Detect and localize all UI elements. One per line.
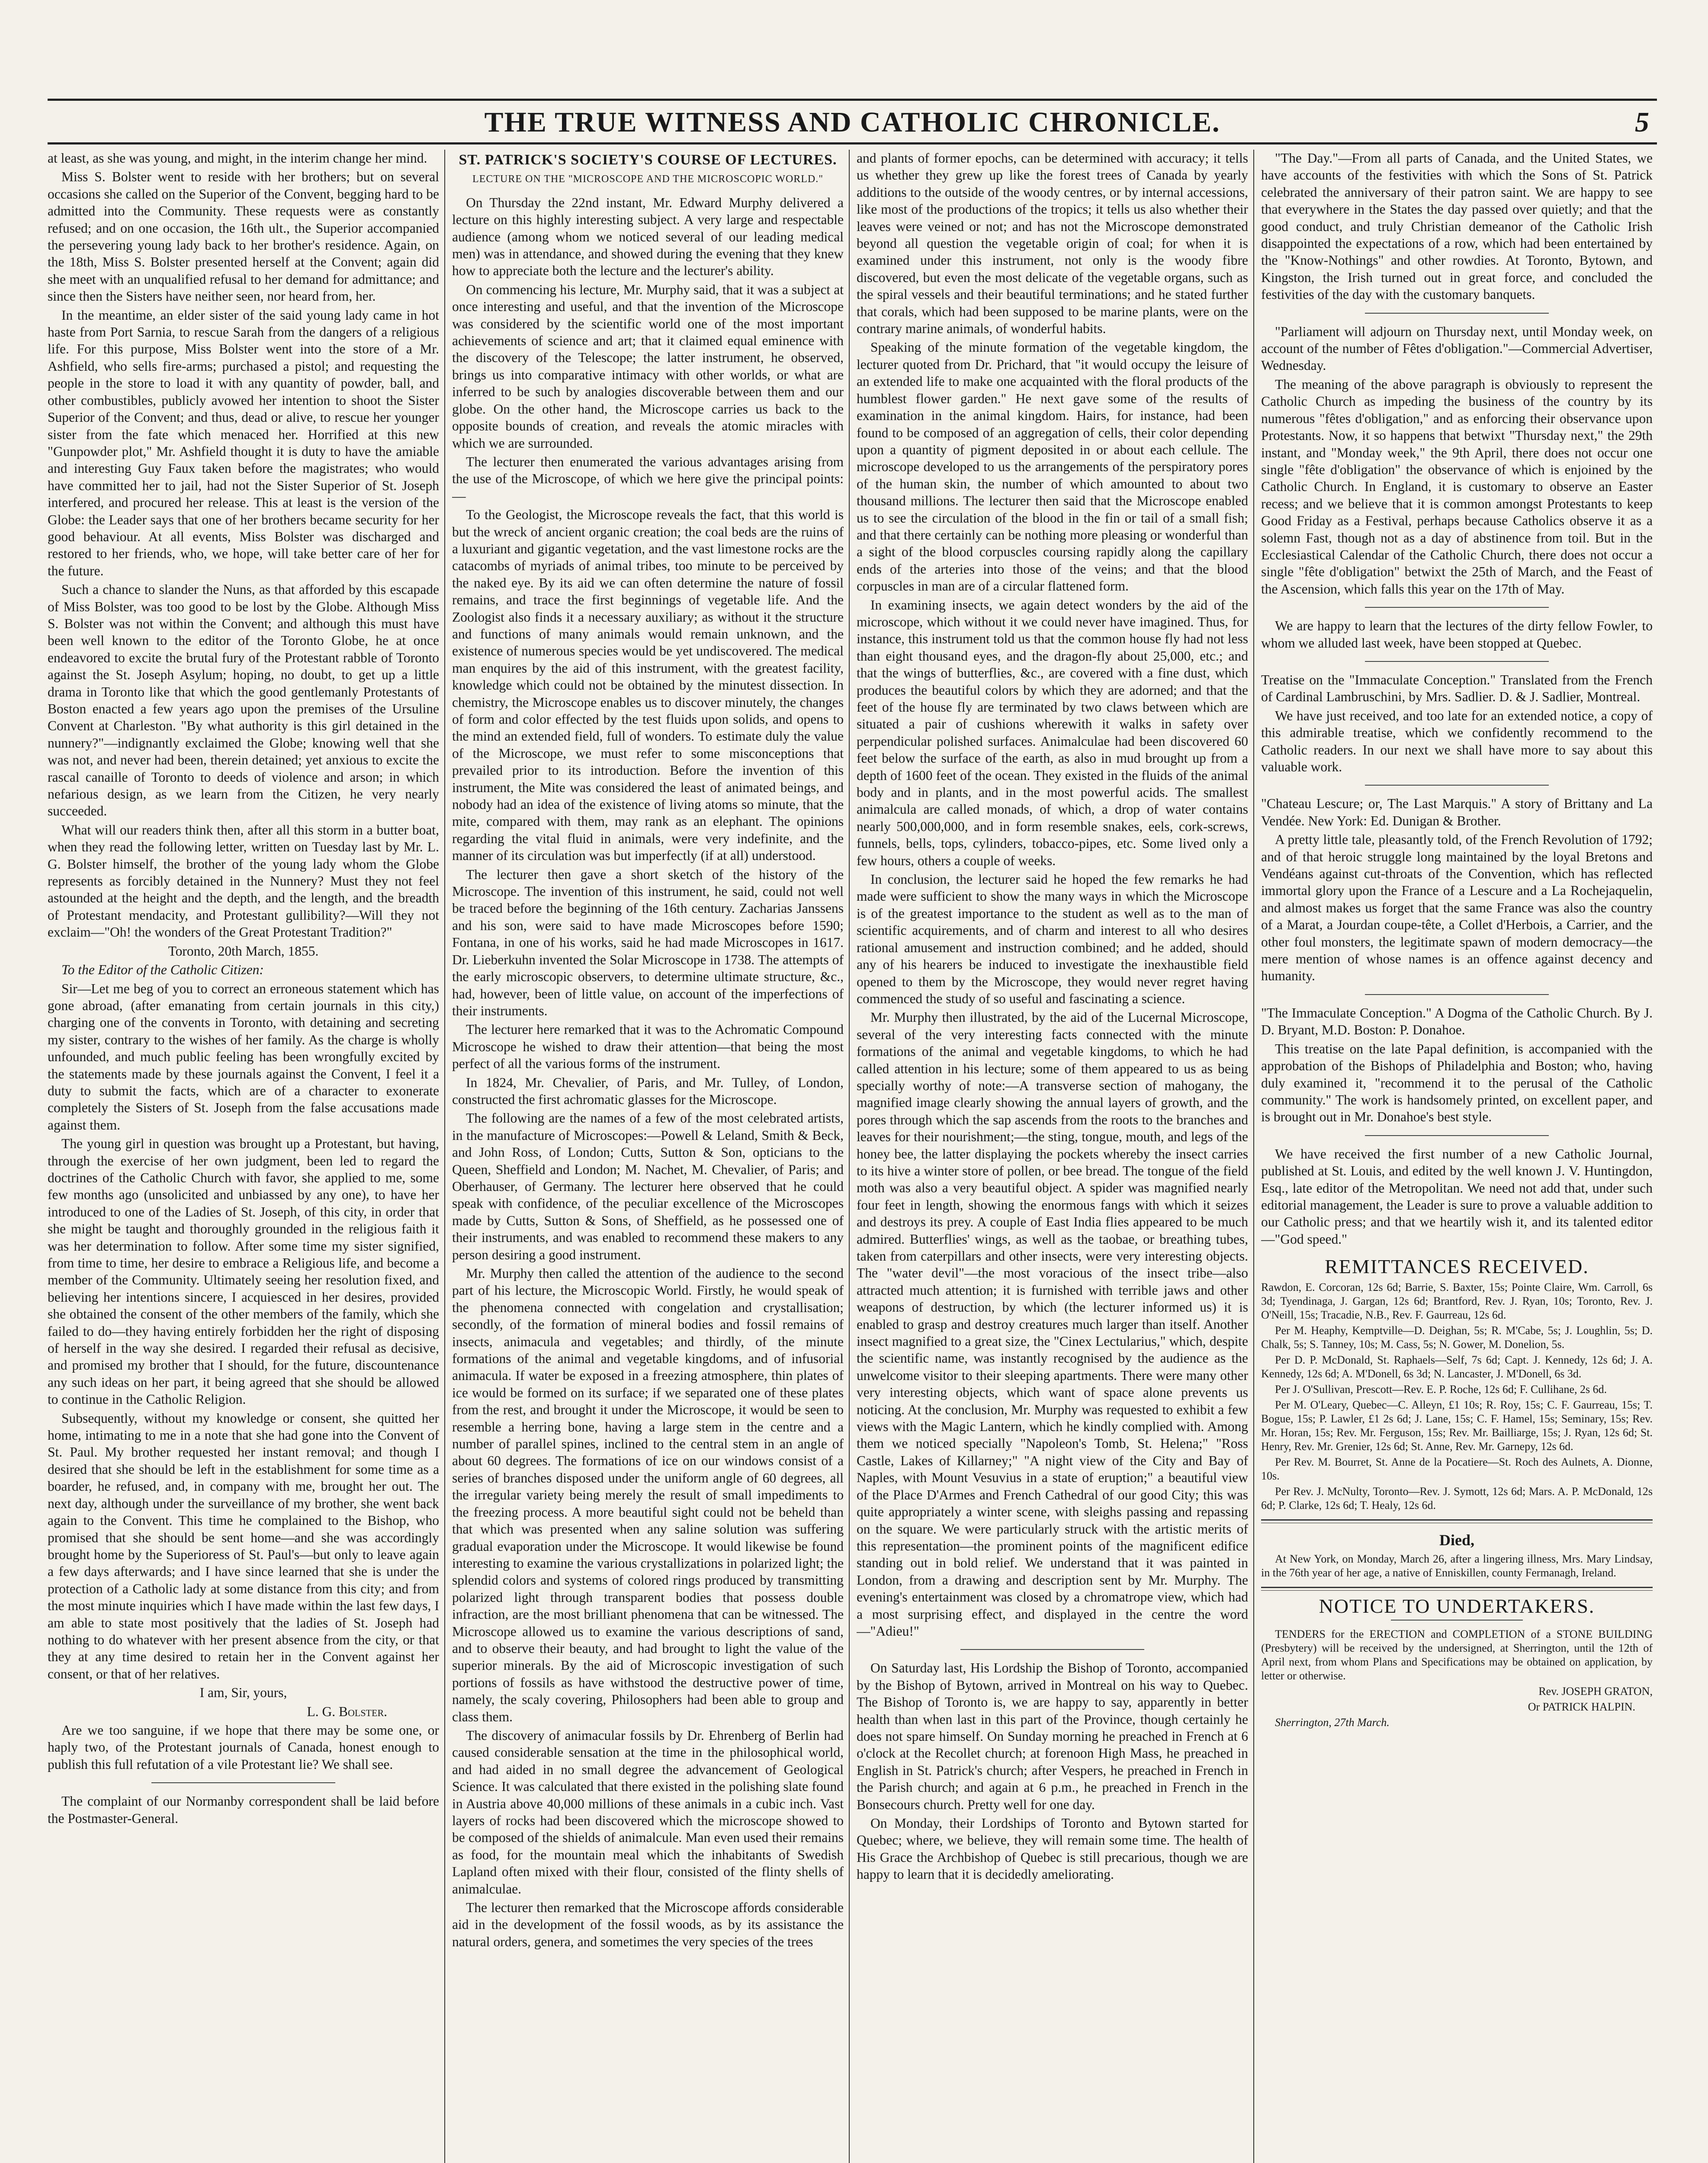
paragraph: at least, as she was young, and might, in the interim change her mind.: [48, 151, 427, 166]
column-2: [452, 150, 844, 2163]
masthead: [48, 99, 1657, 144]
article-heading: ST. PATRICK'S SOCIETY'S COURSE OF LECTURES.: [459, 152, 837, 168]
separator: [1365, 313, 1549, 314]
paragraph: Subsequently, without my knowledge or consent, she quitted her home, intimating to me in a note that she had gone into the Convent of St. Paul. My brother requested her instant removal; and though I desired that she should be left in the establishment for some time as a boarder, he refused, and, in company with me, brought her out. The next day, although under the surveillance of my brother, she went back again to the Convent. This time he complained to the Bishop, who promised that she should be sent home—and she was accordingly brought home by the Superioress of St. Paul's—but only to leave again a few days afterwards; and I have since learned that she is under the protection of a Catholic lady at some distance from this city; and from the most minute inquiries which I have made within the last few days, I am able to state most positively that the ladies of St. Joseph had nothing to do whatever with her present absence from the city, or that they at any time desired to retain her in the Convent against her consent, or that of her relatives.: [48, 1410, 439, 1682]
notice-body: TENDERS for the ERECTION and COMPLETION of a STONE BUILDING (Presbytery) will be received by the undersigned, at Sherrington, until the 12th of April next, from whom Plans and Specifications may be obtained on application, by letter or otherwise.: [1261, 1628, 1653, 1682]
remittance-entry: Per Rev. J. McNulty, Toronto—Rev. J. Symott, 12s 6d; Mars. A. P. McDonald, 12s 6d; P. Clarke, 12s 6d; T. Healy, 12s 6d.: [1261, 1485, 1653, 1512]
separator: [1365, 994, 1549, 995]
remittance-entry: Per J. O'Sullivan, Prescott—Rev. E. P. Roche, 12s 6d; F. Cullihane, 2s 6d.: [1275, 1383, 1607, 1396]
paragraph: The lecturer then enumerated the various advantages arising from the use of the Microscope, of which we here give the principal points:—: [452, 454, 844, 504]
column-divider: [444, 150, 445, 2163]
remittance-entry: Per Rev. M. Bourret, St. Anne de la Pocatiere—St. Roch des Aulnets, A. Dionne, 10s.: [1261, 1455, 1653, 1482]
paragraph: Mr. Murphy then illustrated, by the aid of the Lucernal Microscope, several of the very interesting facts connected with the minute formations of the animal and vegetable kingdoms, to which he had called attention in his lecture; some of them appeared to us as being specially worthy of note:—A transverse section of mahogany, the magnified image clearly showing the annual layers of growth, and the pores through which the sap ascends from the roots to the branches and leaves for their nourishment;—the sting, tongue, mouth, and legs of the honey bee, the latter displaying the pockets whereby the insect carries to its hive a winter store of pollen, or bee bread. The tongue of the field moth was also a very beautiful object. A spider was magnified nearly four feet in length, showing the enormous fangs with which it seizes and destroys its prey. A couple of East India flies appeared to be much admired. Butterflies' wings, as well as the taobae, or breathing tubes, taken from caterpillars and other insects, were very interesting objects. The "water devil"—the most voracious of the insect tribe—also attracted much attention; it is furnished with terrible jaws and other weapons of destruction, by which (the lecturer informed us) it is enabled to grasp and destroy creatures much larger than itself. Another insect magnified to a great size, the "Cinex Lectularius," which, despite the scientific name, was instantly recognised by the audience as the unwelcome visitor to their sleeping apartments. There were many other very interesting objects, which want of space alone prevents us noticing. At the conclusion, Mr. Murphy was requested to exhibit a few views with the Magic Lantern, which he kindly complied with. Among them we noticed specially "Napoleon's Tomb, St. Helena;" "Ross Castle, Lakes of Killarney;" "A night view of the City and Bay of Naples, with Mount Vesuvius in a state of eruption;" a beautiful view of the Place D'Armes and French Cathedral of our good City; this was quite appropriately a winter scene, with sleighs passing and repassing on the square. We were particularly struck with the artistic merits of this representation—the prominent points of the magnificent edifice standing out in bold relief. We understand that it was painted in London, from a drawing and description sent by Mr. Murphy. The evening's entertainment was closed by a chromatrope view, which had a most surprising effect, and displayed in the centre the word—"Adieu!": [857, 1010, 1248, 1639]
paragraph: The lecturer then remarked that the Microscope affords considerable aid in the development of the fossil woods, as by its assistance the natural orders, genera, and sometimes the very species of the trees: [452, 1900, 844, 1949]
paragraph: The lecturer then gave a short sketch of the history of the Microscope. The invention of this instrument, he said, could not well be traced before the beginning of the 16th century. Zacharias Janssens and his son, were said to have made Microscopes before 1590; Fontana, in one of his works, said he had made Microscopes in 1617. Dr. Lieberkuhn invented the Solar Microscope in 1738. The attempts of the early microscopic observers, to determine ultimate structure, &c., had, however, been of little value, on account of the imperfections of their instruments.: [452, 866, 844, 1018]
book-notice-title: "The Immaculate Conception." A Dogma of the Catholic Church. By J. D. Bryant, M.D. Boston: P. Donahoe.: [1261, 1005, 1653, 1038]
paragraph: Mr. Murphy then called the attention of the audience to the second part of his lecture, the Microscopic World. Firstly, he would speak of the phenomena connected with congelation and crystallisation; secondly, of the formation of mineral bodies and fossil remains of insects, animacula and vegetables; and thirdly, of the minute formations of the animal and vegetable kingdoms, and of infusorial animacula. If water be exposed in a freezing atmosphere, thin plates of ice would be formed on its surface; if we separated one of these plates from the rest, and brought it under the Microscope, it would be seen to resemble a herring bone, having a large stem in the centre and a number of parallel spines, inclined to the central stem in an angle of about 60 degrees. The formations of ice on our windows consist of a series of branches disposed under the uniform angle of 60 degrees, all the irregular variety being merely the result of small impediments to the freezing process. A more beautiful sight could not be beheld than that which was presented when any saline solution was suffering gradual evaporation under the Microscope. It would likewise be found interesting to examine the various crystallizations in polarized light; the splendid colors and systems of colored rings produced by transmitting polarized light through transparent bodies that possess double infraction, are the most brilliant phenomena that can be witnessed. The Microscope allowed us to examine the various descriptions of sand, and to observe their beauty, and had brought to light the value of the superior minerals. By the aid of Microscopic investigation of such portions of fossils as have withstood the destructive power of time, namely, the scaly covering, Philosophers had been able to group and class them.: [452, 1266, 844, 1724]
paragraph: The discovery of animacular fossils by Dr. Ehrenberg of Berlin had caused considerable sensation at the time in the philosophical world, and had aided in no small degree the advancement of Geological Science. It was calculated that there existed in the polishing slate found in Austria above 40,000 millions of these animals in a cubic inch. Vast layers of rocks had been discovered which the microscope showed to be composed of the shields of animalcule. Man even used their remains as food, for the mountain meal which the inhabitants of Swedish Lapland often mixed with their flour, consisted of the flinty shells of animalculae.: [452, 1727, 844, 1897]
column-3: [857, 150, 1248, 2163]
letter-dateline: Toronto, 20th March, 1855.: [168, 943, 319, 959]
paragraph: Are we too sanguine, if we hope that there may be some one, or haply two, of the Protestant journals of Canada, honest enough to publish this full refutation of a vile Protestant lie? We shall see.: [48, 1722, 439, 1772]
paragraph: The young girl in question was brought up a Protestant, but having, through the exercise of her own judgment, been led to regard the doctrines of the Catholic Church with favor, she applied to me, some few months ago (unsolicited and unbiassed by any one), to have her introduced to one of the Ladies of St. Joseph, of this city, in order that she might be taught and thoroughly grounded in the religious faith it was her determination to follow. After some time my sister signified, from time to time, her desire to embrace a Religious life, and become a member of the Community. Ultimately seeing her resolution fixed, and believing her intentions sincere, I acquiesced in her desires, provided she obtained the consent of the other members of the family, which she failed to do—they having entirely forbidden her the right of disposing of herself in the way she desired. I regarded their refusal as decisive, and promised my brother that I should, for the future, discountenance any such ideas on her part, it being agreed that she should be allowed to continue in the Catholic Religion.: [48, 1136, 439, 1407]
paragraph: Miss S. Bolster went to reside with her brothers; but on several occasions she called on the Superior of the Convent, begging hard to be admitted into the Community. These requests were as constantly refused; and on one occasion, the 16th ult., the Superior accompanied the persevering young lady back to her brother's residence. Again, on the 18th, Miss S. Bolster presented herself at the Convent; again did she meet with an unqualified refusal to her demand for admittance; and since then the Sisters have neither seen, nor heard from, her.: [48, 169, 439, 304]
paragraph: On Monday, their Lordships of Toronto and Bytown started for Quebec; where, we believe, they will remain some time. The health of His Grace the Archbishop of Quebec is still precarious, though we are happy to learn that it is decidedly ameliorating.: [857, 1816, 1248, 1882]
paragraph: A pretty little tale, pleasantly told, of the French Revolution of 1792; and of that heroic struggle long maintained by the loyal Bretons and Vendéans against cut-throats of the Convention, which has reflected immortal glory upon the France of a Lescure and a La Rochejaquelin, and almost makes us forget that the same France was also the country of a Marat, a Jourdan coupe-tête, a Collet d'Herbois, a Carrier, and the other foul monsters, the legitimate spawn of modern democracy—the mere mention of whose names is an offence against decency and humanity.: [1261, 832, 1653, 984]
separator: [1391, 1620, 1523, 1621]
notice-signature: Or PATRICK HALPIN.: [1528, 1701, 1635, 1714]
paragraph: This treatise on the late Papal definition, is accompanied with the approbation of the Bishops of Philadelphia and Boston; who, having duly examined it, "recommend it to the perusal of the Catholic community." The work is handsomely printed, on excellent paper, and is brought out in Mr. Donahoe's best style.: [1261, 1041, 1653, 1125]
paragraph: In the meantime, an elder sister of the said young lady came in hot haste from Port Sarnia, to rescue Sarah from the dangers of a religious life. For this purpose, Miss Bolster went into the store of a Mr. Ashfield, who sells fire-arms; purchased a pistol; and requesting the people in the store to load it with any quantity of powder, ball, and other combustibles, publicly avowed her intention to shoot the Sister Superior of the Convent; and thus, dead or alive, to rescue her younger sister from the fate which menaced her. Horrified at this new "Gunpowder plot," Mr. Ashfield thought it is duty to have the amiable and interesting Guy Faux taken before the magistrates; who would have committed her to jail, had not the Sister Superior of St. Joseph interfered, and procured her release. This at least is the version of the Globe: the Leader says that one of her brothers became security for her good behaviour. At all events, Miss Bolster was discharged and restored to her friends, who, we hope, will take better care of her for the future.: [48, 307, 439, 578]
notice-heading: NOTICE TO UNDERTAKERS.: [1319, 1595, 1595, 1617]
letter-signature: L. G. Bolster.: [307, 1704, 387, 1719]
masthead-title: THE TRUE WITNESS AND CATHOLIC CHRONICLE.: [484, 106, 1220, 138]
book-notice-title: Treatise on the "Immaculate Conception." Translated from the French of Cardinal Lambruschini, by Mrs. Sadlier. D. & J. Sadlier, Montreal.: [1261, 672, 1653, 705]
rule: [1261, 1587, 1653, 1591]
column-4: [1261, 150, 1653, 2163]
paragraph: Speaking of the minute formation of the vegetable kingdom, the lecturer quoted from Dr. Prichard, that "it would occupy the leisure of an extended life to make one acquainted with the floral products of the humblest flower garden." He next gave some of the results of examination in the animal kingdom. Hairs, for instance, had been found to be composed of an aggregation of cells, their color depending upon a quantity of pigment deposited in or about each cellule. The microscope developed to us the arrangements of the perspiratory pores of the human skin, the number of which amounted to about two thousand millions. The lecturer then said that the Microscope enabled us to see the circulation of the blood in the fin or tail of a small fish; and that there certainly can be nothing more pleasing or wonderful than a sight of the blood corpuscles coursing rapidly along the capillary ends of the arteries into those of the veins; and that the blood corpuscles in man are of a circular flattened form.: [857, 340, 1248, 594]
paragraph: The lecturer here remarked that it was to the Achromatic Compound Microscope he wished to draw their attention—that being the most perfect of all the various forms of the instrument.: [452, 1022, 844, 1072]
rule: [1261, 1519, 1653, 1523]
notice-signature: Rev. JOSEPH GRATON,: [1538, 1685, 1653, 1698]
separator: [960, 1649, 1144, 1650]
remittance-entry: Per D. P. McDonald, St. Raphaels—Self, 7s 6d; Capt. J. Kennedy, 12s 6d; J. A. Kennedy, 12s 6d; A. M'Donell, 6s 3d; N. Lancaster, J. M'Donell, 6s 3d.: [1261, 1353, 1653, 1380]
separator: [1365, 661, 1549, 662]
paragraph: "The Day."—From all parts of Canada, and the United States, we have accounts of the festivities with which the Sons of St. Patrick celebrated the anniversary of their patron saint. We are happy to see that everywhere in the States the day passed over quietly; and that the good conduct, and truly Christian demeanor of the Catholic Irish disappointed the expectations of a row, which had been entertained by the "Know-Nothings" and other rowdies. At Toronto, Bytown, and Kingston, the Irish turned out in great force, and concluded the festivities of the day with the customary banquets.: [1261, 151, 1653, 302]
paragraph: We are happy to learn that the lectures of the dirty fellow Fowler, to whom we alluded last week, have been stopped at Quebec.: [1261, 618, 1653, 651]
paragraph: "Parliament will adjourn on Thursday next, until Monday week, on account of the number of Fêtes d'obligation."—Commercial Advertiser, Wednesday.: [1261, 324, 1653, 373]
column-divider: [1253, 150, 1254, 2163]
paragraph: On Thursday the 22nd instant, Mr. Edward Murphy delivered a lecture on this highly interesting subject. A very large and respectable audience (among whom we noticed several of our leading medical men) was in attendance, and showed during the evening that they knew how to appreciate both the lecture and the lecturer's ability.: [452, 195, 844, 279]
separator: [1365, 607, 1549, 608]
separator: [1365, 1135, 1549, 1136]
death-notice: At New York, on Monday, March 26, after a lingering illness, Mrs. Mary Lindsay, in the 76th year of her age, a native of Enniskillen, county Fermanagh, Ireland.: [1261, 1552, 1653, 1579]
letter-closing: I am, Sir, yours,: [199, 1685, 287, 1701]
paragraph: The complaint of our Normanby correspondent shall be laid before the Postmaster-General.: [48, 1794, 439, 1826]
remittances-heading: REMITTANCES RECEIVED.: [1325, 1255, 1589, 1278]
notice-place: Sherrington, 27th March.: [1275, 1716, 1390, 1729]
paragraph: On commencing his lecture, Mr. Murphy said, that it was a subject at once interesting and useful, and that the invention of the Microscope was considered by the scientific world one of the most important achievements of science and art; that it claimed equal eminence with the discovery of the Telescope; the latter instrument, he observed, brings us into comparative intimacy with other worlds, or what are inferred to be such by analogies discoverable between them and our globe. On the other hand, the Microscope carries us back to the opposite bounds of creation, and reveals the atomic miracles with which we are surrounded.: [452, 282, 844, 451]
column-divider: [849, 150, 850, 2163]
page-number: 5: [1635, 106, 1649, 138]
book-notice-title: "Chateau Lescure; or, The Last Marquis." A story of Brittany and La Vendée. New York: Ed. Dunigan & Brother.: [1261, 796, 1653, 828]
paragraph: The following are the names of a few of the most celebrated artists, in the manufacture of Microscopes:—Powell & Leland, Smith & Beck, and John Ross, of London; Cutts, Sutton & Son, opticians to the Queen, Sheffield and London; M. Nachet, M. Chevalier, of Paris; and Oberhauser, of Germany. The lecturer here observed that he could speak with confidence, of the peculiar excellence of the Microscopes made by Cutts, Sutton & Sons, of Sheffield, as he possessed one of their instruments, and was enabled to recommend these makers to any person desiring a good instrument.: [452, 1110, 844, 1262]
remittance-entry: Per M. O'Leary, Quebec—C. Alleyn, £1 10s; R. Roy, 15s; C. F. Gaurreau, 15s; T. Bogue, 15s; P. Lawler, £1 2s 6d; J. Lane, 15s; C. F. Hamel, 15s; Seminary, 15s; Rev. Mr. Horan, 15s; Rev. Mr. Ferguson, 15s; Rev. Mr. Bailliarge, 15s; J. Ryan, 12s 6d; St. Henry, Rev. Mr. Grenier, 12s 6d; St. Anne, Rev. Mr. Garnepy, 12s 6d.: [1261, 1398, 1653, 1453]
paragraph: What will our readers think then, after all this storm in a butter boat, when they read the following letter, written on Tuesday last by Mr. L. G. Bolster himself, the brother of the young lady whom the Globe represents as forcibly detained in the Nunnery? Must they not feel astounded at the height and the depth, and the length, and the breadth of Protestant mendacity, and Protestant gullibility?—Will they not exclaim—"Oh! the wonders of the Great Protestant Tradition?": [48, 822, 439, 940]
column-1: [48, 150, 439, 2163]
paragraph: Such a chance to slander the Nuns, as that afforded by this escapade of Miss Bolster, was too good to be lost by the Globe. Although Miss S. Bolster was not within the Convent; and although this must have been well known to the editor of the Toronto Globe, he at once endeavored to excite the brutal fury of the Protestant rabble of Toronto against the St. Joseph Asylum; hoping, no doubt, to get up a little drama in Toronto like that which the good gentlemanly Protestants of Boston enacted a few years ago upon the premises of the Ursuline Convent at Charleston. "By what authority is this girl detained in the nunnery?"—indignantly exclaimed the Globe; knowing well that she was not, and never had been, therein detained; yet anxious to excite the rascal canaille of Toronto to deeds of violence and arson; in which nefarious design, as we learn from the Citizen, he very nearly succeeded.: [48, 582, 439, 819]
paragraph: Sir—Let me beg of you to correct an erroneous statement which has gone abroad, (after emanating from certain journals in this city,) charging one of the convents in Toronto, with detaining and secreting my sister, contrary to the wishes of her family. As the charge is wholly unfounded, and much public feeling has been wrongfully excited by the statements made by these journals against the Convent, I feel it a duty to submit the facts, which are of a character to exonerate completely the Sisters of St. Joseph from the false accusations made against them.: [48, 981, 439, 1133]
paragraph: We have received the first number of a new Catholic Journal, published at St. Louis, and edited by the well known J. V. Huntingdon, Esq., late editor of the Metropolitan. We need not add that, under such editorial management, the Leader is sure to prove a valuable addition to our Catholic press; and that we heartily wish it, and its talented editor—"God speed.": [1261, 1146, 1653, 1247]
article-subheading: LECTURE ON THE "MICROSCOPE AND THE MICROSCOPIC WORLD.": [472, 173, 823, 185]
separator: [151, 1782, 335, 1783]
paragraph: and plants of former epochs, can be determined with accuracy; it tells us whether they grew up like the forest trees of Canada by yearly additions to the outside of the woody centres, or by internal accessions, like most of the productions of the tropics; it tells us also whether their leaves were veined or not; and has not the Microscope demonstrated beyond all question the vegetable origin of coal; for when it is examined under this instrument, not only is the woody fibre discovered, but even the most delicate of the vegetable organs, such as the spiral vessels and their beautiful terminations; and he stated further that corals, which had been supposed to be marine plants, were on the contrary marine animals, of wonderful habits.: [857, 151, 1248, 337]
remittance-entry: Rawdon, E. Corcoran, 12s 6d; Barrie, S. Baxter, 15s; Pointe Claire, Wm. Carroll, 6s 3d; Tyendinaga, J. Gargan, 12s 6d; Brantford, Rev. J. Ryan, 10s; Toronto, Rev. J. O'Neill, 15s; Tracadie, N.B., Rev. F. Gaurreau, 12s 6d.: [1261, 1280, 1653, 1321]
paragraph: In 1824, Mr. Chevalier, of Paris, and Mr. Tulley, of London, constructed the first achromatic glasses for the Microscope.: [452, 1075, 844, 1107]
died-heading: Died,: [1439, 1531, 1474, 1549]
paragraph: The meaning of the above paragraph is obviously to represent the Catholic Church as impeding the business of the country by its numerous "fêtes d'obligation," and as enforcing their observance upon Protestants. Now, it so happens that betwixt "Thursday next," the 29th instant, and "Monday week," the 9th April, there does not occur one single "fête d'obligation" the observance of which is enjoined by the Catholic Church. In England, it is customary to observe an Easter recess; and we believe that it is common amongst Protestants to keep Good Friday as a Festival, perhaps because Catholics observe it as a solemn Fast, though not as a day of abstinence from toil. But in the Ecclesiastical Calendar of the Catholic Church, there does not occur a single "fête d'obligation" betwixt the 25th of March, and the Feast of the Ascension, which falls this year on the 17th of May.: [1261, 376, 1653, 597]
paragraph: On Saturday last, His Lordship the Bishop of Toronto, accompanied by the Bishop of Bytown, arrived in Montreal on his way to Quebec. The Bishop of Toronto is, we are happy to say, apparently in better health than when last in this part of the Province, though certainly he does not spare himself. On Sunday morning he preached in French at 6 o'clock at the Recollet church; at forenoon High Mass, he preached in English in St. Patrick's church; after Vespers, he preached in French in the Parish church; and again at 6 p.m., he preached in French in the Bonsecours church. Pretty well for one day.: [857, 1660, 1248, 1812]
paragraph: We have just received, and too late for an extended notice, a copy of this admirable treatise, which we confidently recommend to the Catholic readers. In our next we shall have more to say about this valuable work.: [1261, 708, 1653, 774]
paragraph: In examining insects, we again detect wonders by the aid of the microscope, which without it we could never have imagined. Thus, for instance, this instrument told us that the common house fly had not less than eight thousand eyes, and the dragon-fly about 25,000, etc.; and that the wings of butterflies, &c., are covered with a fine dust, which produces the beautiful colors by which they are adorned; and that the feet of the house fly are terminated by two claws between which are situated a pair of cushions wherewith it walks in safety over perpendicular polished surfaces. Animalculae had been discovered 60 feet below the surface of the earth, as also in mud brought up from a depth of 1600 feet of the ocean. They existed in the fluids of the animal body and in plants, and in the most powerful acids. The smallest animalcula are called monads, of which, a drop of water contains nearly 500,000,000, and in form resemble snakes, eels, cork-screws, funnels, bells, tops, cylinders, tobacco-pipes, etc. Some lived only a few hours, others a couple of weeks.: [857, 597, 1248, 868]
paragraph: To the Geologist, the Microscope reveals the fact, that this world is but the wreck of ancient organic creation; the coal beds are the ruins of a luxuriant and gigantic vegetation, and the vast limestone rocks are the catacombs of myriads of animal tribes, too minute to be perceived by the naked eye. By its aid we can often determine the nature of fossil remains, and trace the first beginnings of vegetable life. And the Zoologist also finds it a necessary auxiliary; as without it the structure and functions of many animals would remain unknown, and the existence of numerous species would be yet undiscovered. The medical man enquires by the aid of this instrument, with the greatest facility, knowledge which could not be obtained by the minutest dissection. In chemistry, the Microscope enables us to discover minutely, the changes of form and color effected by the test fluids upon solids, and opens to the mind an extended field, full of wonders. To estimate duly the value of the Microscope, we must refer to some misconceptions that prevailed prior to its introduction. Before the invention of this instrument, the Mite was considered the least of animated beings, and nobody had an idea of the existence of living atoms so minute, that the mite, compared with them, may rank as an elephant. The opinions regarding the vital fluid in animals, were very indefinite, and the manner of its circulation was but imperfectly (if at all) understood.: [452, 507, 844, 863]
separator: [1365, 785, 1549, 786]
paragraph: In conclusion, the lecturer said he hoped the few remarks he had made were sufficient to show the many ways in which the Microscope is of the greatest importance to the student as well as to the man of scientific acquirements, and of charm and interest to all who desires rational amusement and instruction combined; and he added, should any of his hearers be induced to investigate the inexhaustible field opened to them by the Microscope, they would never regret having commenced the study of so useful and fascinating a science.: [857, 872, 1248, 1006]
remittance-entry: Per M. Heaphy, Kemptville—D. Deighan, 5s; R. M'Cabe, 5s; J. Loughlin, 5s; D. Chalk, 5s; S. Tanney, 10s; M. Cass, 5s; N. Gower, M. Donelion, 5s.: [1261, 1324, 1653, 1351]
letter-salutation: To the Editor of the Catholic Citizen:: [61, 962, 264, 978]
